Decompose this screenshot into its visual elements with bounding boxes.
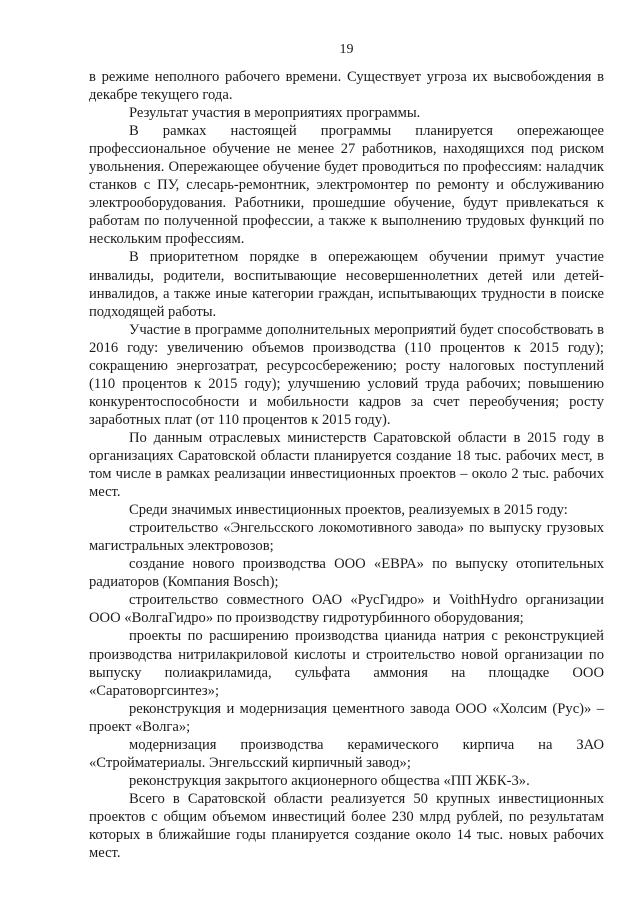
paragraph: В приоритетном порядке в опережающем обучении примут участие инвалиды, родители, воспитывающие несовершеннолетних детей или детей-инвалидов, а также иные категории граждан, испытывающих трудности в поиске подходящей работы. xyxy=(89,249,604,320)
paragraph: Всего в Саратовской области реализуется 50 крупных инвестиционных проектов с общим объемом инвестиций более 230 млрд рублей, по результатам которых в ближайшие годы планируется создание около 14 тыс. новых рабочих мест. xyxy=(89,790,604,862)
paragraph: в режиме неполного рабочего времени. Существует угроза их высвобождения в декабре текущего года. xyxy=(89,69,604,104)
paragraph: реконструкция и модернизация цементного завода ООО «Холсим (Рус)» – проект «Волга»; xyxy=(89,700,604,735)
page-number: 19 xyxy=(339,42,354,57)
paragraph: Среди значимых инвестиционных проектов, реализуемых в 2015 году: xyxy=(129,502,568,519)
document-body xyxy=(89,68,604,862)
paragraph: создание нового производства ООО «ЕВРА» по выпуску отопительных радиаторов (Компания Bosch); xyxy=(89,556,604,591)
paragraph: строительство совместного ОАО «РусГидро» и VoithHydro организации ООО «ВолгаГидро» по производству гидротурбинного оборудования; xyxy=(89,592,604,627)
paragraph: В рамках настоящей программы планируется опережающее профессиональное обучение не менее 27 работников, находящихся под риском увольнения. Опережающее обучение будет проводиться по профессиям: наладчик станков с ПУ, слесарь-ремонтник, электромонтер по ремонту и обслуживанию электрооборудования. Работники, прошедшие обучение, будут привлекаться к работам по полученной профессии, а также к выполнению трудовых функций по нескольким профессиям. xyxy=(89,123,604,248)
paragraph: строительство «Энгельсского локомотивного завода» по выпуску грузовых магистральных электровозов; xyxy=(89,520,604,555)
paragraph: Результат участия в мероприятиях программы. xyxy=(129,105,421,122)
paragraph: проекты по расширению производства цианида натрия с реконструкцией производства нитрилакриловой кислоты и строительство новой организации по выпуску полиакриламида, сульфата аммония на площадке ООО «Саратоворгсинтез»; xyxy=(89,628,604,699)
paragraph: реконструкция закрытого акционерного общества «ПП ЖБК-3». xyxy=(129,772,530,789)
paragraph: модернизация производства керамического кирпича на ЗАО «Стройматериалы. Энгельсский кирпичный завод»; xyxy=(89,736,604,771)
paragraph: Участие в программе дополнительных мероприятий будет способствовать в 2016 году: увеличению объемов производства (110 процентов к 2015 году); сокращению энергозатрат, ресурсосбережению; росту налоговых поступлений (110 процентов к 2015 году); улучшению условий труда рабочих; повышению конкурентоспособности и мобильности кадров за счет переобучения; росту заработных плат (от 110 процентов к 2015 году). xyxy=(89,321,604,428)
paragraph: По данным отраслевых министерств Саратовской области в 2015 году в организациях Саратовской области планируется создание 18 тыс. рабочих мест, в том числе в рамках реализации инвестиционных проектов – около 2 тыс. рабочих мест. xyxy=(89,429,604,501)
